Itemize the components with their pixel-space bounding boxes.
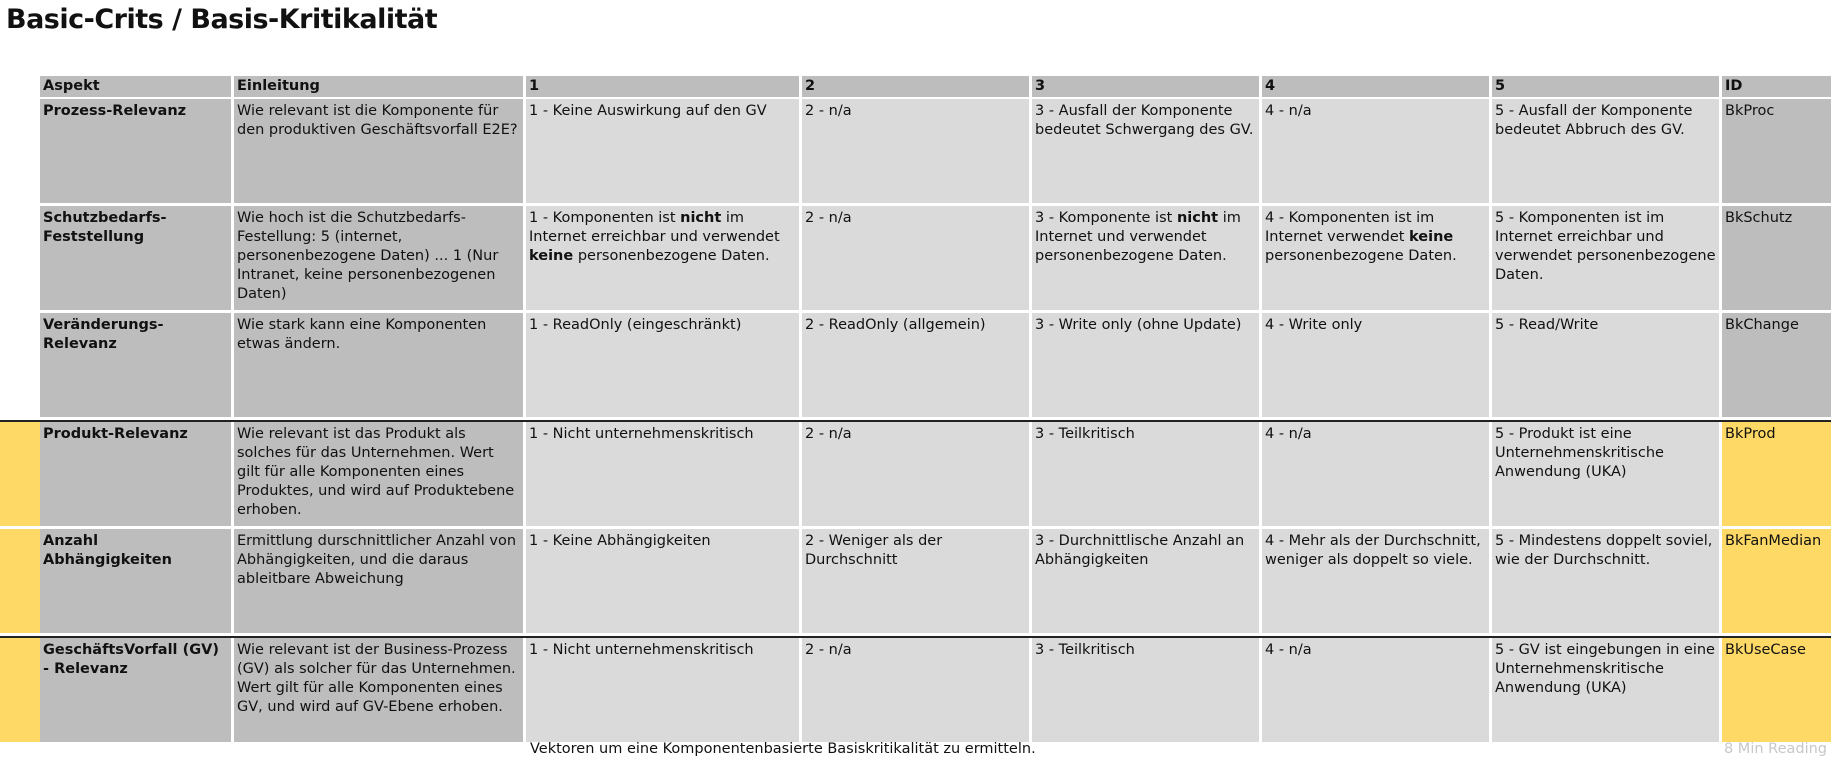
cell-value-4: 4 - Komponenten ist im Internet verwendet keine personenbezogene Daten.: [1262, 206, 1492, 310]
cell-value-2: 2 - n/a: [802, 422, 1032, 526]
page-title: Basic-Crits / Basis-Kritikalität: [6, 4, 438, 35]
cell-aspekt: GeschäftsVorfall (GV) - Relevanz: [40, 638, 234, 742]
column-header-5: 5: [1492, 76, 1722, 97]
table-row: [0, 420, 1831, 529]
cell-value-5: 5 - Read/Write: [1492, 313, 1722, 417]
cell-id: BkProc: [1722, 99, 1831, 203]
cell-value-5: 5 - Mindestens doppelt soviel, wie der Durchschnitt.: [1492, 529, 1722, 633]
column-header-1: 1: [526, 76, 802, 97]
column-header-einleitung: Einleitung: [234, 76, 526, 97]
row-marker: [0, 422, 40, 526]
cell-value-1: 1 - Keine Abhängigkeiten: [526, 529, 802, 633]
cell-einleitung: Wie relevant ist das Produkt als solches für das Unternehmen. Wert gilt für alle Komponenten eines Produktes, und wird auf Produktebene erhoben.: [234, 422, 526, 526]
cell-value-5: 5 - Komponenten ist im Internet erreichbar und verwendet personenbezogene Daten.: [1492, 206, 1722, 310]
table-header-row: [0, 76, 1831, 99]
cell-value-5: 5 - Produkt ist eine Unternehmenskritische Anwendung (UKA): [1492, 422, 1722, 526]
row-marker: [0, 313, 40, 417]
cell-value-3: 3 - Teilkritisch: [1032, 422, 1262, 526]
table-row: [0, 313, 1831, 420]
cell-value-2: 2 - Weniger als der Durchschnitt: [802, 529, 1032, 633]
cell-aspekt: Veränderungs-Relevanz: [40, 313, 234, 417]
cell-value-3: 3 - Komponente ist nicht im Internet und verwendet personenbezogene Daten.: [1032, 206, 1262, 310]
cell-value-1: 1 - ReadOnly (eingeschränkt): [526, 313, 802, 417]
cell-aspekt: Schutzbedarfs-Feststellung: [40, 206, 234, 310]
column-header-id: ID: [1722, 76, 1831, 97]
footer-note: Vektoren um eine Komponentenbasierte Basiskritikalität zu ermitteln.: [530, 741, 1036, 757]
cell-id: BkProd: [1722, 422, 1831, 526]
cell-aspekt: Anzahl Abhängigkeiten: [40, 529, 234, 633]
cell-value-3: 3 - Write only (ohne Update): [1032, 313, 1262, 417]
cell-einleitung: Wie relevant ist der Business-Prozess (GV) als solcher für das Unternehmen. Wert gilt für alle Komponenten eines GV, und wird auf GV-Ebene erhoben.: [234, 638, 526, 742]
cell-id: BkUseCase: [1722, 638, 1831, 742]
cell-value-2: 2 - n/a: [802, 206, 1032, 310]
cell-value-2: 2 - ReadOnly (allgemein): [802, 313, 1032, 417]
row-marker: [0, 76, 40, 97]
row-marker: [0, 638, 40, 742]
cell-value-2: 2 - n/a: [802, 638, 1032, 742]
cell-value-5: 5 - GV ist eingebungen in eine Unternehmenskritische Anwendung (UKA): [1492, 638, 1722, 742]
cell-einleitung: Wie hoch ist die Schutzbedarfs-Festellung: 5 (internet, personenbezogene Daten) ... 1 (Nur Intranet, keine personenbezogenen Daten): [234, 206, 526, 310]
cell-value-3: 3 - Teilkritisch: [1032, 638, 1262, 742]
cell-einleitung: Ermittlung durschnittlicher Anzahl von Abhängigkeiten, und die daraus ableitbare Abweichung: [234, 529, 526, 633]
cell-id: BkSchutz: [1722, 206, 1831, 310]
table-row: [0, 206, 1831, 313]
cell-value-1: 1 - Nicht unternehmenskritisch: [526, 638, 802, 742]
cell-aspekt: Produkt-Relevanz: [40, 422, 234, 526]
cell-einleitung: Wie relevant ist die Komponente für den produktiven Geschäftsvorfall E2E?: [234, 99, 526, 203]
cell-id: BkChange: [1722, 313, 1831, 417]
column-header-3: 3: [1032, 76, 1262, 97]
cell-value-5: 5 - Ausfall der Komponente bedeutet Abbruch des GV.: [1492, 99, 1722, 203]
cell-value-2: 2 - n/a: [802, 99, 1032, 203]
cell-value-3: 3 - Ausfall der Komponente bedeutet Schwergang des GV.: [1032, 99, 1262, 203]
row-marker: [0, 99, 40, 203]
cell-value-1: 1 - Keine Auswirkung auf den GV: [526, 99, 802, 203]
column-header-2: 2: [802, 76, 1032, 97]
row-marker: [0, 206, 40, 310]
cell-value-4: 4 - n/a: [1262, 99, 1492, 203]
cell-einleitung: Wie stark kann eine Komponenten etwas ändern.: [234, 313, 526, 417]
cell-value-4: 4 - n/a: [1262, 638, 1492, 742]
cell-value-4: 4 - n/a: [1262, 422, 1492, 526]
cell-value-4: 4 - Write only: [1262, 313, 1492, 417]
cell-value-3: 3 - Durchnittlische Anzahl an Abhängigkeiten: [1032, 529, 1262, 633]
table-row: [0, 529, 1831, 636]
row-marker: [0, 529, 40, 633]
criticality-table: [0, 76, 1831, 745]
cell-value-1: 1 - Nicht unternehmenskritisch: [526, 422, 802, 526]
cell-id: BkFanMedian: [1722, 529, 1831, 633]
table-row: [0, 636, 1831, 745]
cell-aspekt: Prozess-Relevanz: [40, 99, 234, 203]
column-header-4: 4: [1262, 76, 1492, 97]
cell-value-1: 1 - Komponenten ist nicht im Internet erreichbar und verwendet keine personenbezogene Daten.: [526, 206, 802, 310]
reading-time: 8 Min Reading: [1723, 741, 1827, 757]
column-header-aspekt: Aspekt: [40, 76, 234, 97]
table-row: [0, 99, 1831, 206]
cell-value-4: 4 - Mehr als der Durchschnitt, weniger als doppelt so viele.: [1262, 529, 1492, 633]
